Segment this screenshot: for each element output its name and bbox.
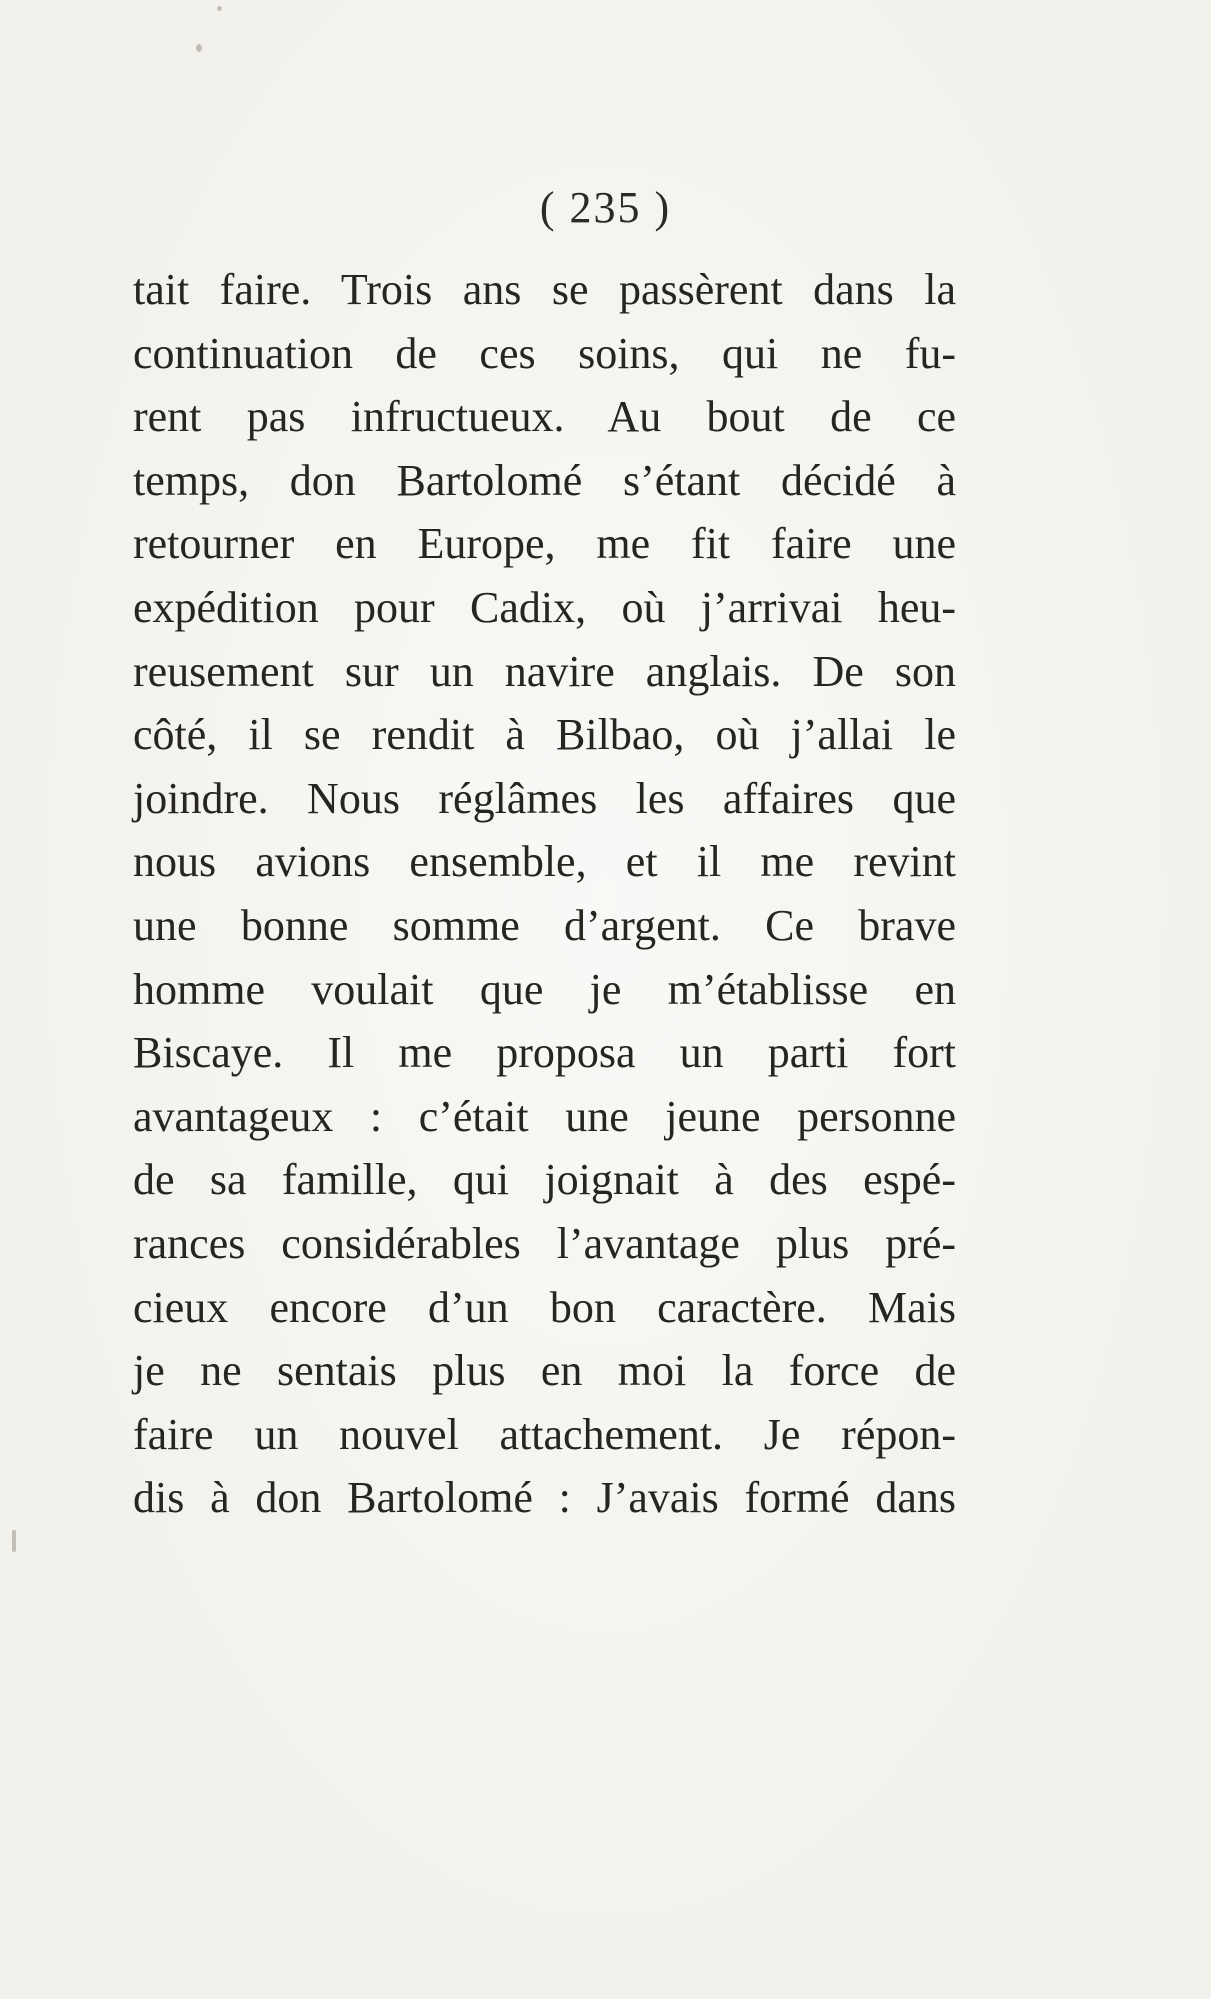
text-line: rances considérables l’avantage plus pré- — [133, 1218, 956, 1268]
page-number: ( 235 ) — [539, 183, 672, 232]
text-line: nous avions ensemble, et il me revint — [133, 837, 956, 887]
page-body — [133, 258, 956, 1530]
paper-speck — [217, 6, 222, 11]
text-line: homme voulait que je m’établisse en — [133, 964, 956, 1014]
text-line: de sa famille, qui joignait à des espé- — [133, 1155, 956, 1205]
text-line: côté, il se rendit à Bilbao, où j’allai le — [133, 710, 956, 760]
text-line: je ne sentais plus en moi la force de — [133, 1346, 956, 1396]
text-line: continuation de ces soins, qui ne fu- — [133, 328, 956, 378]
text-line: temps, don Bartolomé s’étant décidé à — [133, 455, 956, 505]
text-line: expédition pour Cadix, où j’arrivai heu- — [133, 582, 956, 632]
text-line: tait faire. Trois ans se passèrent dans la — [133, 265, 956, 314]
text-line: joindre. Nous réglâmes les affaires que — [133, 773, 956, 823]
paper-speck — [196, 44, 202, 52]
text-line: retourner en Europe, me fit faire une — [133, 519, 956, 569]
text-line: dis à don Bartolomé : J’avais formé dans — [133, 1473, 956, 1523]
text-line: reusement sur un navire anglais. De son — [133, 646, 956, 696]
text-line: rent pas infructueux. Au bout de ce — [133, 392, 956, 442]
text-line: une bonne somme d’argent. Ce brave — [133, 900, 956, 950]
paper-speck — [12, 1530, 16, 1552]
text-line: avantageux : c’était une jeune personne — [133, 1091, 956, 1141]
text-line: cieux encore d’un bon caractère. Mais — [133, 1282, 956, 1332]
text-line: faire un nouvel attachement. Je répon- — [133, 1409, 956, 1459]
text-line: Biscaye. Il me proposa un parti fort — [133, 1028, 956, 1078]
